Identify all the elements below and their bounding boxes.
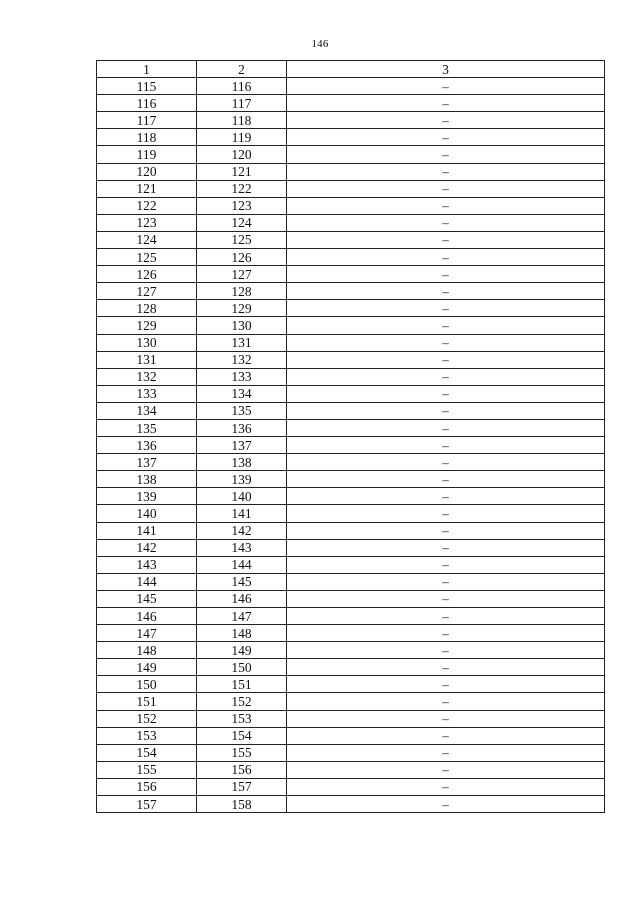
table-cell-col-1: 132 — [97, 368, 197, 385]
table-cell-col-3: – — [287, 454, 605, 471]
table-row — [97, 129, 605, 146]
table-row — [97, 710, 605, 727]
table-cell-col-2: 119 — [197, 129, 287, 146]
page-number: 146 — [311, 38, 329, 50]
table-cell-col-1: 122 — [97, 197, 197, 214]
table-cell-col-1: 153 — [97, 727, 197, 744]
table-cell-col-2: 148 — [197, 625, 287, 642]
table-row — [97, 402, 605, 419]
table-cell-col-1: 124 — [97, 231, 197, 248]
table-cell-col-1: 129 — [97, 317, 197, 334]
table-row — [97, 625, 605, 642]
table-cell-col-3: – — [287, 351, 605, 368]
table-row — [97, 676, 605, 693]
table-cell-col-2: 125 — [197, 231, 287, 248]
table-cell-col-2: 144 — [197, 556, 287, 573]
table-cell-col-1: 134 — [97, 402, 197, 419]
table-row — [97, 539, 605, 556]
table-row — [97, 214, 605, 231]
table-cell-col-1: 121 — [97, 180, 197, 197]
table-cell-col-2: 158 — [197, 796, 287, 813]
table-cell-col-3: – — [287, 744, 605, 761]
table-body — [97, 78, 605, 813]
table-cell-col-1: 125 — [97, 249, 197, 266]
table-row — [97, 642, 605, 659]
column-header-2: 2 — [197, 61, 287, 78]
table-cell-col-1: 127 — [97, 283, 197, 300]
table-cell-col-2: 130 — [197, 317, 287, 334]
table-row — [97, 437, 605, 454]
table-cell-col-3: – — [287, 522, 605, 539]
table-row — [97, 505, 605, 522]
column-header-3: 3 — [287, 61, 605, 78]
table-cell-col-1: 150 — [97, 676, 197, 693]
table-row — [97, 266, 605, 283]
table-cell-col-2: 150 — [197, 659, 287, 676]
table-row — [97, 778, 605, 795]
table-cell-col-2: 143 — [197, 539, 287, 556]
table-cell-col-1: 157 — [97, 796, 197, 813]
table-cell-col-3: – — [287, 419, 605, 436]
table-cell-col-3: – — [287, 197, 605, 214]
table-row — [97, 197, 605, 214]
table-row — [97, 796, 605, 813]
table-cell-col-2: 149 — [197, 642, 287, 659]
table-cell-col-2: 138 — [197, 454, 287, 471]
table-cell-col-2: 127 — [197, 266, 287, 283]
table-cell-col-3: – — [287, 180, 605, 197]
table-cell-col-2: 155 — [197, 744, 287, 761]
table-cell-col-3: – — [287, 385, 605, 402]
table-row — [97, 146, 605, 163]
table-cell-col-3: – — [287, 112, 605, 129]
table-cell-col-3: – — [287, 761, 605, 778]
table-row — [97, 454, 605, 471]
table-cell-col-1: 123 — [97, 214, 197, 231]
table-row — [97, 471, 605, 488]
table-cell-col-1: 147 — [97, 625, 197, 642]
table-cell-col-3: – — [287, 488, 605, 505]
table-cell-col-1: 141 — [97, 522, 197, 539]
table-row — [97, 488, 605, 505]
table-cell-col-3: – — [287, 778, 605, 795]
table-cell-col-2: 142 — [197, 522, 287, 539]
table-cell-col-3: – — [287, 146, 605, 163]
table-row — [97, 556, 605, 573]
table-row — [97, 112, 605, 129]
table-row — [97, 283, 605, 300]
table-cell-col-1: 119 — [97, 146, 197, 163]
table-cell-col-3: – — [287, 471, 605, 488]
data-table — [96, 60, 605, 813]
table-cell-col-1: 116 — [97, 95, 197, 112]
table-row — [97, 761, 605, 778]
table-cell-col-2: 145 — [197, 573, 287, 590]
table-cell-col-3: – — [287, 283, 605, 300]
table-cell-col-3: – — [287, 266, 605, 283]
table-cell-col-3: – — [287, 642, 605, 659]
table-cell-col-3: – — [287, 334, 605, 351]
table-cell-col-2: 117 — [197, 95, 287, 112]
table-cell-col-1: 126 — [97, 266, 197, 283]
table-cell-col-2: 135 — [197, 402, 287, 419]
table-cell-col-3: – — [287, 402, 605, 419]
table-row — [97, 231, 605, 248]
table-cell-col-2: 133 — [197, 368, 287, 385]
table-cell-col-2: 157 — [197, 778, 287, 795]
table-cell-col-1: 133 — [97, 385, 197, 402]
table-row — [97, 522, 605, 539]
table-row — [97, 608, 605, 625]
table-cell-col-3: – — [287, 796, 605, 813]
table-cell-col-1: 154 — [97, 744, 197, 761]
table-cell-col-2: 156 — [197, 761, 287, 778]
table-cell-col-2: 137 — [197, 437, 287, 454]
table-row — [97, 300, 605, 317]
table-cell-col-2: 151 — [197, 676, 287, 693]
table-cell-col-2: 140 — [197, 488, 287, 505]
table-cell-col-1: 137 — [97, 454, 197, 471]
table-cell-col-2: 141 — [197, 505, 287, 522]
table-cell-col-1: 144 — [97, 573, 197, 590]
table-cell-col-1: 135 — [97, 419, 197, 436]
table-row — [97, 419, 605, 436]
table-cell-col-2: 121 — [197, 163, 287, 180]
table-row — [97, 78, 605, 95]
table-cell-col-3: – — [287, 676, 605, 693]
table-cell-col-2: 153 — [197, 710, 287, 727]
table-cell-col-2: 116 — [197, 78, 287, 95]
table-cell-col-3: – — [287, 231, 605, 248]
table-row — [97, 317, 605, 334]
table-cell-col-1: 148 — [97, 642, 197, 659]
table-cell-col-2: 123 — [197, 197, 287, 214]
table-cell-col-3: – — [287, 129, 605, 146]
table-cell-col-3: – — [287, 163, 605, 180]
table-cell-col-2: 154 — [197, 727, 287, 744]
table-row — [97, 590, 605, 607]
table-cell-col-2: 129 — [197, 300, 287, 317]
table-row — [97, 727, 605, 744]
table-cell-col-2: 152 — [197, 693, 287, 710]
table-row — [97, 693, 605, 710]
table-cell-col-1: 151 — [97, 693, 197, 710]
table-row — [97, 368, 605, 385]
table-cell-col-2: 132 — [197, 351, 287, 368]
table-cell-col-1: 136 — [97, 437, 197, 454]
table-cell-col-3: – — [287, 95, 605, 112]
table-cell-col-2: 120 — [197, 146, 287, 163]
table-row — [97, 95, 605, 112]
table-cell-col-3: – — [287, 300, 605, 317]
table-cell-col-2: 124 — [197, 214, 287, 231]
table-cell-col-2: 146 — [197, 590, 287, 607]
table-cell-col-3: – — [287, 573, 605, 590]
column-header-1: 1 — [97, 61, 197, 78]
table-cell-col-3: – — [287, 727, 605, 744]
table-cell-col-3: – — [287, 608, 605, 625]
table-row — [97, 573, 605, 590]
table-cell-col-2: 128 — [197, 283, 287, 300]
table-cell-col-1: 149 — [97, 659, 197, 676]
table-row — [97, 249, 605, 266]
table-cell-col-1: 128 — [97, 300, 197, 317]
table-row — [97, 180, 605, 197]
table-cell-col-1: 138 — [97, 471, 197, 488]
table-cell-col-3: – — [287, 317, 605, 334]
table-cell-col-1: 131 — [97, 351, 197, 368]
table-cell-col-1: 130 — [97, 334, 197, 351]
table-row — [97, 351, 605, 368]
table-cell-col-1: 146 — [97, 608, 197, 625]
table-cell-col-1: 140 — [97, 505, 197, 522]
table-cell-col-1: 115 — [97, 78, 197, 95]
table-cell-col-2: 131 — [197, 334, 287, 351]
table-cell-col-3: – — [287, 437, 605, 454]
table-cell-col-1: 117 — [97, 112, 197, 129]
table-row — [97, 659, 605, 676]
table-cell-col-3: – — [287, 710, 605, 727]
table-cell-col-1: 152 — [97, 710, 197, 727]
table-cell-col-3: – — [287, 368, 605, 385]
table-cell-col-1: 142 — [97, 539, 197, 556]
table-cell-col-1: 156 — [97, 778, 197, 795]
table-cell-col-3: – — [287, 556, 605, 573]
table-cell-col-3: – — [287, 659, 605, 676]
table-cell-col-3: – — [287, 590, 605, 607]
table-row — [97, 163, 605, 180]
table-cell-col-2: 134 — [197, 385, 287, 402]
table-cell-col-2: 122 — [197, 180, 287, 197]
table-cell-col-3: – — [287, 693, 605, 710]
table-cell-col-2: 126 — [197, 249, 287, 266]
table-cell-col-3: – — [287, 214, 605, 231]
table-cell-col-2: 118 — [197, 112, 287, 129]
table-cell-col-1: 139 — [97, 488, 197, 505]
table-cell-col-1: 155 — [97, 761, 197, 778]
table-cell-col-1: 143 — [97, 556, 197, 573]
table-row — [97, 334, 605, 351]
table-cell-col-3: – — [287, 625, 605, 642]
table-cell-col-1: 120 — [97, 163, 197, 180]
table-cell-col-3: – — [287, 78, 605, 95]
table-cell-col-3: – — [287, 539, 605, 556]
table-cell-col-2: 136 — [197, 419, 287, 436]
table-cell-col-3: – — [287, 505, 605, 522]
table-cell-col-1: 145 — [97, 590, 197, 607]
table-cell-col-3: – — [287, 249, 605, 266]
table-cell-col-1: 118 — [97, 129, 197, 146]
table-header-row — [97, 61, 605, 78]
table-row — [97, 744, 605, 761]
table-row — [97, 385, 605, 402]
table-cell-col-2: 139 — [197, 471, 287, 488]
table-cell-col-2: 147 — [197, 608, 287, 625]
